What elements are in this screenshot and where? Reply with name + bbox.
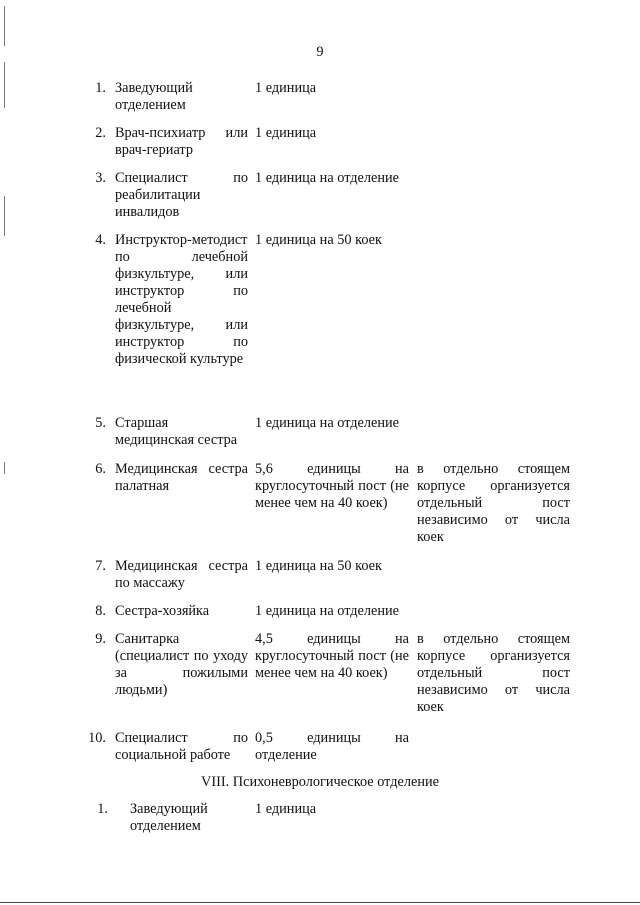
scan-edge-mark [4, 6, 5, 46]
row-number: 3. [95, 170, 106, 186]
staff-count: 1 единица на отделение [255, 603, 400, 619]
row-number: 6. [95, 461, 106, 477]
section-heading: VIII. Психоневрологическое отделение [201, 774, 439, 790]
position-title: Сестра-хозяйка [115, 603, 210, 619]
row-number: 5. [95, 415, 106, 431]
staff-count: 1 единица на отделение [255, 415, 400, 431]
position-title: Специалист по социальной работе [115, 730, 248, 763]
staff-count: 1 единица на отделение [255, 170, 400, 186]
row-number: 9. [95, 631, 106, 647]
position-title: Медицинская сестра палатная [115, 461, 248, 494]
scan-edge-mark [4, 196, 5, 236]
staff-count: 5,6 единицы на круглосуточный пост (не менее чем на 40 коек) [255, 461, 409, 511]
staff-count: 1 единица на 50 коек [255, 558, 382, 574]
row-number: 2. [95, 125, 106, 141]
row-number: 7. [95, 558, 106, 574]
position-title: Врач-психиатр или врач-гериатр [115, 125, 248, 158]
staff-note: в отдельно стоящем корпусе организуется отдельный пост независимо от числа коек [417, 461, 570, 545]
position-title: Заведующий отделением [130, 801, 208, 834]
position-title: Медицинская сестра по массажу [115, 558, 248, 591]
position-title: Инструктор-методист по лечебной физкультуре, или инструктор по лечебной физкультуре, или инструктор по физической культуре [115, 232, 248, 367]
staff-count: 1 единица на 50 коек [255, 232, 382, 248]
staff-count: 1 единица [255, 801, 317, 817]
scan-edge-mark [4, 62, 5, 108]
staff-note: в отдельно стоящем корпусе организуется отдельный пост независимо от числа коек [417, 631, 570, 715]
position-title: Старшая медицинская сестра [115, 415, 238, 448]
page-bottom-border [0, 902, 640, 903]
position-title: Специалист по реабилитации инвалидов [115, 170, 248, 220]
row-number: 1. [95, 80, 106, 96]
row-number: 10. [88, 730, 106, 746]
staff-count: 4,5 единицы на круглосуточный пост (не менее чем на 40 коек) [255, 631, 409, 681]
row-number: 4. [95, 232, 106, 248]
staff-count: 1 единица [255, 80, 317, 96]
staff-count: 0,5 единицы на отделение [255, 730, 409, 763]
position-title: Санитарка (специалист по уходу за пожилыми людьми) [115, 631, 248, 698]
page-number: 9 [316, 44, 324, 60]
row-number: 1. [97, 801, 108, 817]
staff-count: 1 единица [255, 125, 317, 141]
scan-edge-mark [4, 462, 5, 474]
row-number: 8. [95, 603, 106, 619]
position-title: Заведующий отделением [115, 80, 193, 113]
